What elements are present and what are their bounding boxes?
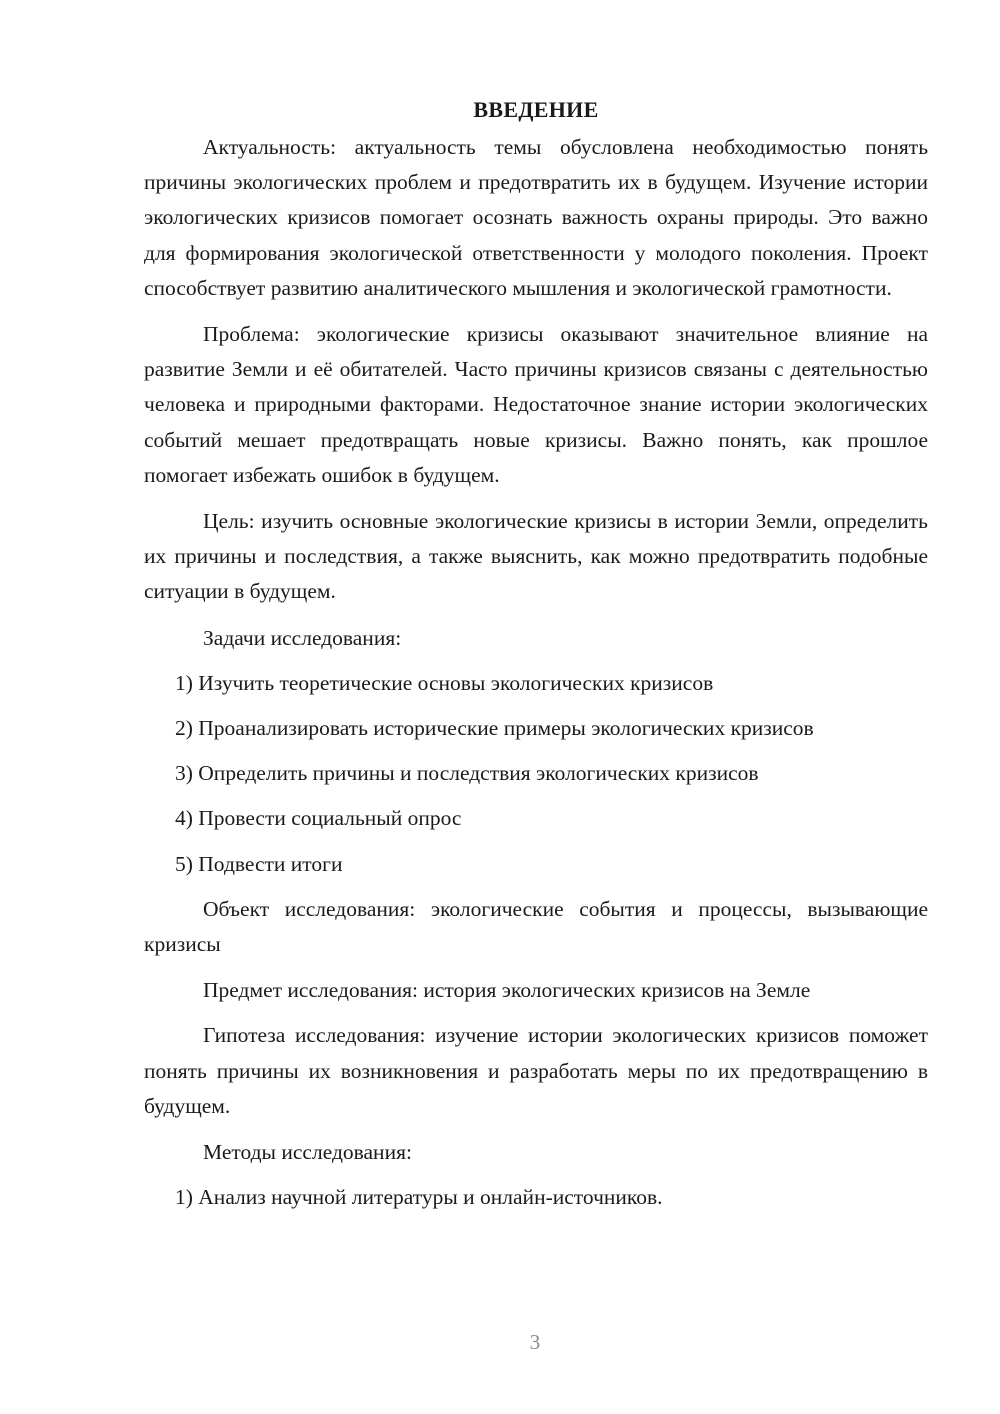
paragraph-object: Объект исследования: экологические события и процессы, вызывающие кризисы	[144, 896, 928, 957]
document-page	[144, 90, 928, 1225]
list-item: 3) Определить причины и последствия экологических кризисов	[175, 761, 759, 786]
list-item: 1) Изучить теоретические основы экологических кризисов	[175, 670, 714, 695]
paragraph-hypothesis: Гипотеза исследования: изучение истории экологических кризисов поможет понять причины их возникновения и разработать меры по их предотвращению в будущем.	[144, 1023, 928, 1118]
paragraph-goal: Цель: изучить основные экологические кризисы в истории Земли, определить их причины и последствия, а также выяснить, как можно предотвратить подобные ситуации в будущем.	[144, 509, 928, 604]
list-item: 5) Подвести итоги	[175, 851, 343, 876]
paragraph-problem: Проблема: экологические кризисы оказывают значительное влияние на развитие Земли и её обитателей. Часто причины кризисов связаны с деятельностью человека и природными факторами. Недостаточное знание истории экологических событий мешает предотвращать новые кризисы. Важно понять, как прошлое помогает избежать ошибок в будущем.	[144, 322, 928, 487]
methods-list	[144, 1180, 928, 1215]
methods-title: Методы исследования:	[203, 1140, 412, 1165]
tasks-title: Задачи исследования:	[203, 625, 402, 650]
list-item: 2) Проанализировать исторические примеры экологических кризисов	[175, 716, 814, 741]
list-item: 4) Провести социальный опрос	[175, 806, 462, 831]
page-number: 3	[529, 1330, 541, 1354]
page-heading: ВВЕДЕНИЕ	[473, 97, 599, 122]
paragraph-subject: Предмет исследования: история экологических кризисов на Земле	[203, 978, 811, 1003]
list-item: 1) Анализ научной литературы и онлайн-источников.	[175, 1185, 663, 1210]
tasks-list	[144, 666, 928, 882]
paragraph-relevance: Актуальность: актуальность темы обусловлена необходимостью понять причины экологических проблем и предотвратить их в будущем. Изучение истории экологических кризисов помогает осознать важность охраны природы. Это важно для формирования экологической ответственности у молодого поколения. Проект способствует развитию аналитического мышления и экологической грамотности.	[144, 135, 928, 300]
